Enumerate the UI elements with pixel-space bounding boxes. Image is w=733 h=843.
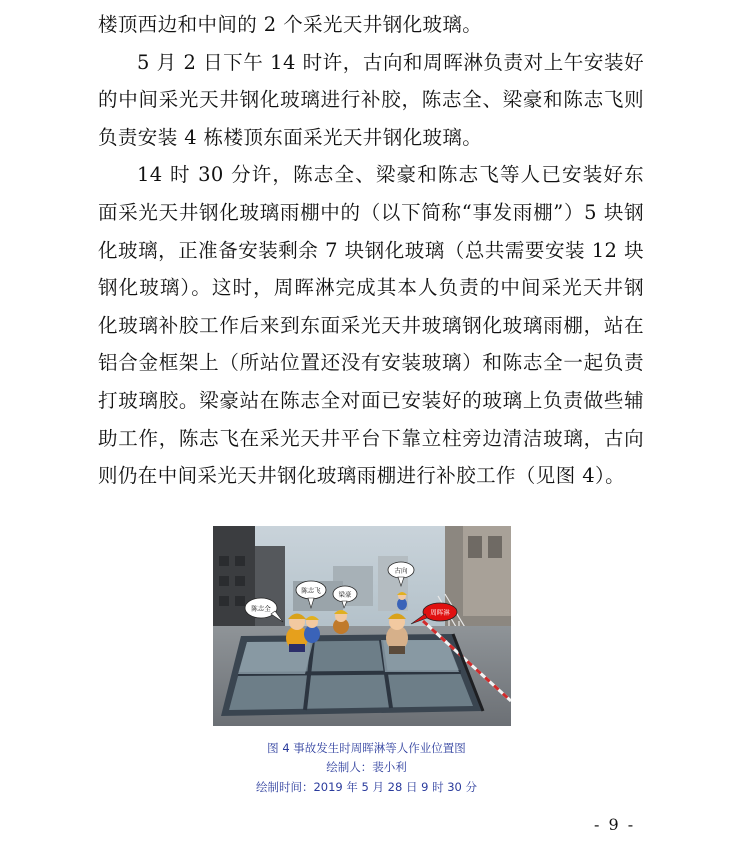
bubble-label: 陈志飞 <box>301 586 321 595</box>
bubble-label: 陈志全 <box>251 604 271 613</box>
figure-caption-time: 绘制时间：2019 年 5 月 28 日 9 时 30 分 <box>255 780 478 794</box>
paragraph-2: 5 月 2 日下午 14 时许，古向和周晖淋负责对上午安装好的中间采光天井钢化玻璃进行补胶，陈志全、梁豪和陈志飞则负责安装 4 栋楼顶东面采光天井钢化玻璃。 <box>98 50 644 149</box>
accident-scene-photo <box>213 526 511 726</box>
bubble-label: 周晖淋 <box>430 608 450 617</box>
worker-gu-xiang <box>397 592 407 610</box>
body-text <box>98 6 644 495</box>
worker-liang-hao <box>333 610 349 634</box>
paragraph-1: 楼顶西边和中间的 2 个采光天井钢化玻璃。 <box>98 13 483 36</box>
paragraph-3: 14 时 30 分许，陈志全、梁豪和陈志飞等人已安装好东面采光天井钢化玻璃雨棚中的（以下简称“事发雨棚”）5 块钢化玻璃，正准备安装剩余 7 块钢化玻璃（总共需要安装 12 块钢化玻璃）。这时，周晖淋完成其本人负责的中间采光天井钢化玻璃补胶工作后来到东面采光天井玻璃钢化玻璃雨棚，站在铝合金框架上（所站位置还没有安装玻璃）和陈志全一起负责打玻璃胶。梁豪站在陈志全对面已安装好的玻璃上负责做些辅助工作，陈志飞在采光天井平台下靠立柱旁边清洁玻璃，古向则仍在中间采光天井钢化玻璃雨棚进行补胶工作（见图 4）。 <box>98 163 644 488</box>
bubble-label: 古向 <box>394 566 408 575</box>
figure-caption-title: 图 4 事故发生时周晖淋等人作业位置图 <box>267 741 466 755</box>
page-number: - 9 - <box>594 815 636 834</box>
figure-caption-author: 绘制人：裴小利 <box>326 760 407 774</box>
scene-illustration <box>213 526 511 726</box>
bubble-label: 梁豪 <box>338 590 352 599</box>
worker-chen-zhifei <box>304 616 320 643</box>
